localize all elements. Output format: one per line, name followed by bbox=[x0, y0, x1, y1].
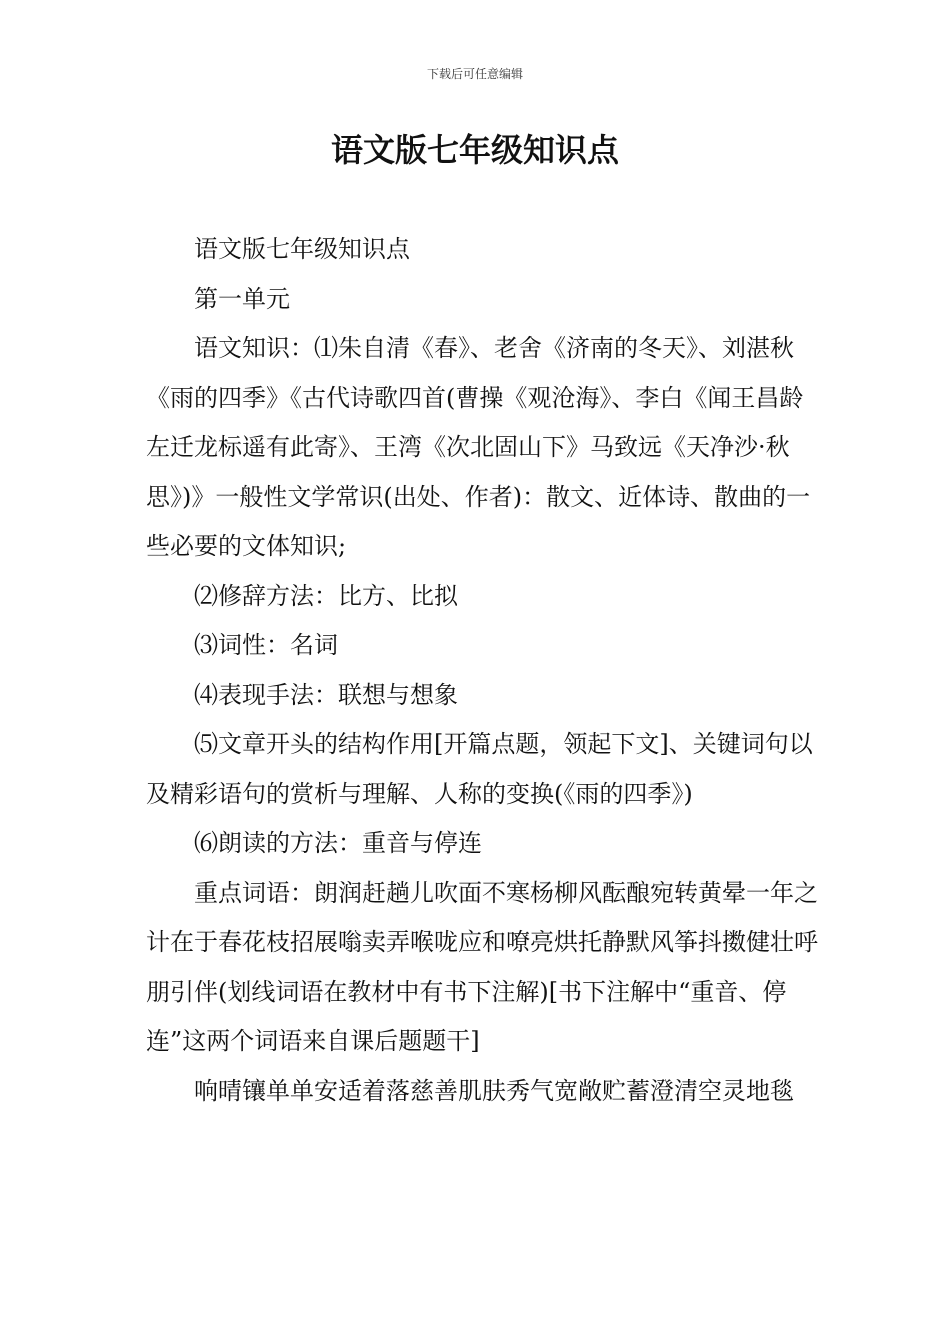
paragraph-key-words: 重点词语：朗润赶趟儿吹面不寒杨柳风酝酿宛转黄晕一年之计在于春花枝招展嗡卖弄喉咙应和嘹亮烘托静默风筝抖擞健壮呼朋引伴(划线词语在教材中有书下注解)[书下注解中“重音、停连”这两个词语来自课后题题干] bbox=[146, 878, 818, 1055]
paragraph-rhetoric: ⑵修辞方法：比方、比拟 bbox=[194, 581, 458, 610]
paragraph-vocabulary: 响晴镶单单安适着落慈善肌肤秀气宽敞贮蓄澄清空灵地毯 bbox=[194, 1076, 794, 1105]
paragraph-expression: ⑷表现手法：联想与想象 bbox=[194, 680, 458, 709]
document-body bbox=[146, 225, 826, 1116]
paragraph-structure: ⑸文章开头的结构作用[开篇点题，领起下文]、关键词句以及精彩语句的赏析与理解、人称的变换(《雨的四季》) bbox=[146, 730, 813, 808]
header-note: 下载后可任意编辑 bbox=[426, 67, 523, 81]
document-title: 语文版七年级知识点 bbox=[330, 131, 619, 169]
paragraph-unit-heading: 第一单元 bbox=[194, 284, 290, 313]
paragraph-part-of-speech: ⑶词性：名词 bbox=[194, 631, 338, 659]
paragraph-knowledge: 语文知识：⑴朱自清《春》、老舍《济南的冬天》、刘湛秋《雨的四季》《古代诗歌四首(曹操《观沧海》、李白《闻王昌龄左迁龙标遥有此寄》、王湾《次北固山下》马致远《天净沙·秋思》)》一般性文学常识(出处、作者)：散文、近体诗、散曲的一些必要的文体知识; bbox=[146, 334, 811, 560]
paragraph-subtitle: 语文版七年级知识点 bbox=[194, 235, 410, 263]
paragraph-reading-method: ⑹朗读的方法：重音与停连 bbox=[194, 829, 482, 857]
